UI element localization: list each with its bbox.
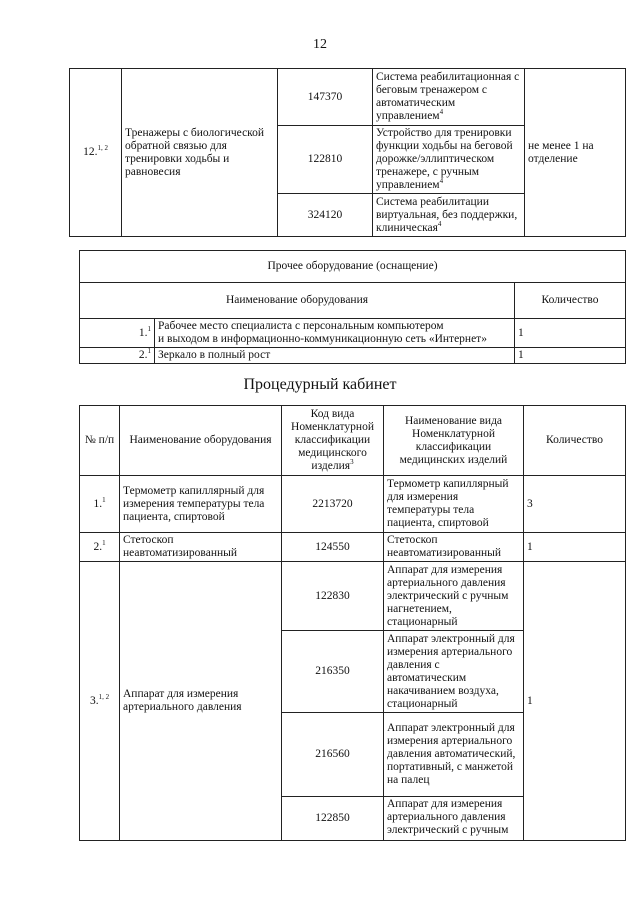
equipment-name: Рабочее место специалиста с персональным компьютером и выходом в информационно-коммуникационную сеть «Интернет» — [155, 319, 515, 348]
code-cell: 124550 — [282, 533, 384, 562]
procedure-room-table — [79, 405, 626, 841]
row-number: 1.$^1$ — [80, 476, 120, 533]
code-cell: 216560 — [282, 713, 384, 797]
column-header-qty: Количество — [524, 406, 626, 476]
equipment-name: Тренажеры с биологической обратной связью для тренировки ходьбы и равновесия — [122, 69, 278, 237]
row-number: 2.$^1$ — [80, 348, 155, 364]
row-number: 3.$^{1, 2}$ — [80, 562, 120, 841]
column-header-name: Наименование оборудования — [80, 283, 515, 319]
kind-cell: Аппарат электронный для измерения артериального давления автоматический, портативный, с манжетой на палец — [384, 713, 524, 797]
equipment-name: Стетоскоп неавтоматизированный — [120, 533, 282, 562]
column-header-code: Код вида Номенклатурной классификации медицинского изделия$^3$ — [282, 406, 384, 476]
equipment-name: Термометр капиллярный для измерения температуры тела пациента, спиртовой — [120, 476, 282, 533]
kind-cell: Система реабилитационная с беговым тренажером с автоматическим управлением$^4$ — [373, 69, 525, 126]
page-number: 12 — [313, 37, 327, 52]
row-number: 12.$^{1, 2}$ — [70, 69, 122, 237]
code-cell: 324120 — [278, 194, 373, 237]
kind-cell: Стетоскоп неавтоматизированный — [384, 533, 524, 562]
equipment-table-continuation — [69, 68, 626, 237]
code-cell: 147370 — [278, 69, 373, 126]
row-number: 2.$^1$ — [80, 533, 120, 562]
equipment-name: Аппарат для измерения артериального давления — [120, 562, 282, 841]
other-equipment-table — [79, 250, 626, 364]
code-cell: 122830 — [282, 562, 384, 631]
row-number: 1.$^1$ — [80, 319, 155, 348]
quantity-cell: не менее 1 на отделение — [525, 69, 626, 237]
section-heading: Процедурный кабинет — [243, 376, 397, 393]
code-cell: 122850 — [282, 797, 384, 841]
quantity-cell: 1 — [515, 348, 626, 364]
kind-cell: Термометр капиллярный для измерения температуры тела пациента, спиртовой — [384, 476, 524, 533]
kind-cell: Аппарат для измерения артериального давления электрический с ручным — [384, 797, 524, 841]
code-cell: 216350 — [282, 631, 384, 713]
kind-cell: Аппарат для измерения артериального давления электрический с ручным нагнетением, стационарный — [384, 562, 524, 631]
quantity-cell: 1 — [515, 319, 626, 348]
column-header-qty: Количество — [515, 283, 626, 319]
quantity-cell: 1 — [524, 562, 626, 841]
code-cell: 2213720 — [282, 476, 384, 533]
column-header-name: Наименование оборудования — [120, 406, 282, 476]
equipment-name: Зеркало в полный рост — [155, 348, 515, 364]
kind-cell: Система реабилитации виртуальная, без поддержки, клиническая$^4$ — [373, 194, 525, 237]
quantity-cell: 1 — [524, 533, 626, 562]
column-header-num: № п/п — [80, 406, 120, 476]
table-title: Прочее оборудование (оснащение) — [80, 251, 626, 283]
kind-cell: Аппарат электронный для измерения артериального давления с автоматическим накачиванием воздуха, стационарный — [384, 631, 524, 713]
code-cell: 122810 — [278, 126, 373, 194]
kind-cell: Устройство для тренировки функции ходьбы на беговой дорожке/эллиптическом тренажере, с ручным управлением$^4$ — [373, 126, 525, 194]
quantity-cell: 3 — [524, 476, 626, 533]
column-header-kind: Наименование вида Номенклатурной классификации медицинских изделий — [384, 406, 524, 476]
